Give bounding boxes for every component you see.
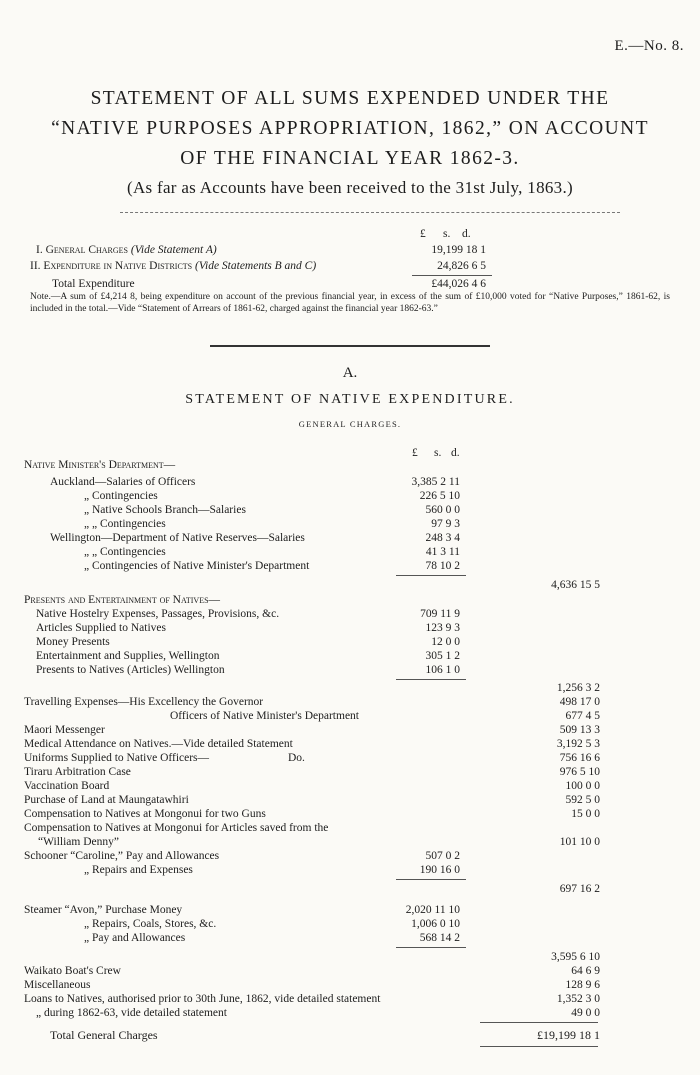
summary-currency-pence: d. — [462, 228, 471, 240]
misc-item-amount: 592 5 0 — [565, 794, 600, 806]
caroline-item: Schooner “Caroline,” Pay and Allowances — [24, 850, 220, 862]
ministers-item-amount: 248 3 4 — [425, 532, 460, 544]
tail-item-amount: 128 9 6 — [565, 979, 600, 991]
tail-item-amount: 49 0 0 — [571, 1007, 600, 1019]
misc-item-amount: 3,192 5 3 — [556, 738, 600, 750]
summary-row-1 — [36, 243, 217, 257]
ministers-item-amount: 226 5 10 — [419, 490, 460, 502]
ministers-item-amount: 97 9 3 — [431, 518, 460, 530]
summary-rule — [412, 275, 492, 276]
tail-item: „ during 1862-63, vide detailed statement — [36, 1007, 227, 1019]
presents-item-amount: 123 9 3 — [425, 622, 460, 634]
section-letter: A. — [342, 365, 358, 381]
ministers-dept-heading: Native Minister's Department— — [24, 459, 176, 471]
caroline-subtotal: 697 16 2 — [559, 883, 600, 895]
caroline-item-amount: 507 0 2 — [425, 850, 460, 862]
misc-item-amount: 756 16 6 — [559, 752, 600, 764]
misc-item-ditto: Do. — [288, 752, 305, 764]
misc-item: Officers of Native Minister's Department — [170, 710, 359, 722]
statement-currency-shillings: s. — [434, 447, 442, 459]
avon-item: „ Pay and Allowances — [84, 932, 186, 944]
misc-item: Medical Attendance on Natives.—Vide detailed Statement — [24, 738, 293, 750]
summary-note: Note.—A sum of £4,214 8, being expenditure on account of the previous financial year, in excess of the sum of £10,000 voted for “Native Purposes,” 1861-62, is included in the total.—Vide “Statement of Arrears of 1861-62, charged against the financial year 1862-63.” — [30, 292, 670, 314]
tail-item: Miscellaneous — [24, 979, 91, 991]
general-charges-heading: GENERAL CHARGES. — [298, 419, 402, 429]
title-line-2: “NATIVE PURPOSES APPROPRIATION, 1862,” ON ACCOUNT — [51, 118, 649, 139]
avon-rule — [396, 947, 466, 948]
total-double-rule — [480, 1046, 598, 1047]
summary-row-number: I. — [36, 244, 43, 256]
ministers-item-amount: 41 3 11 — [425, 546, 460, 558]
summary-row-1-amount: 19,199 18 1 — [431, 244, 486, 256]
misc-item-amount: 677 4 5 — [565, 710, 600, 722]
summary-total-label: Total Expenditure — [52, 278, 135, 290]
ministers-item: Wellington—Department of Native Reserves—Salaries — [50, 532, 305, 544]
total-general-charges-label: Total General Charges — [50, 1028, 158, 1042]
misc-item-continued: “William Denny” — [38, 836, 119, 848]
summary-row-label: Expenditure in Native Districts — [43, 260, 193, 272]
title-divider — [120, 212, 620, 213]
caroline-item: „ Repairs and Expenses — [84, 864, 193, 876]
misc-item: Maori Messenger — [24, 724, 105, 736]
presents-item: Articles Supplied to Natives — [36, 622, 166, 634]
misc-item: Compensation to Natives at Mongonui for Articles saved from the — [24, 822, 329, 834]
page-reference: E.—No. 8. — [614, 38, 684, 54]
caroline-item-amount: 190 16 0 — [419, 864, 460, 876]
misc-item: Compensation to Natives at Mongonui for two Guns — [24, 808, 266, 820]
misc-item: Travelling Expenses—His Excellency the Governor — [24, 696, 264, 708]
misc-item: Uniforms Supplied to Native Officers— — [24, 752, 210, 764]
presents-item: Money Presents — [36, 636, 110, 648]
presents-item: Presents to Natives (Articles) Wellington — [36, 664, 225, 676]
misc-item-amount: 101 10 0 — [559, 836, 600, 848]
avon-item: Steamer “Avon,” Purchase Money — [24, 904, 183, 916]
total-rule — [480, 1022, 598, 1023]
presents-item-amount: 305 1 2 — [425, 650, 460, 662]
summary-row-2 — [30, 259, 316, 273]
avon-item-amount: 1,006 0 10 — [411, 918, 460, 930]
ministers-item: „ Native Schools Branch—Salaries — [84, 504, 246, 516]
section-divider — [210, 345, 490, 347]
avon-item-amount: 568 14 2 — [419, 932, 460, 944]
ministers-item: „ Contingencies of Native Minister's Department — [84, 560, 310, 572]
summary-currency-pound: £ — [420, 228, 426, 240]
ministers-rule — [396, 575, 466, 576]
misc-item: Tiraru Arbitration Case — [24, 766, 131, 778]
avon-item: „ Repairs, Coals, Stores, &c. — [84, 918, 217, 930]
summary-row-number: II. — [30, 260, 41, 272]
ministers-item-amount: 3,385 2 11 — [411, 476, 460, 488]
avon-subtotal: 3,595 6 10 — [551, 951, 600, 963]
presents-item-amount: 709 11 9 — [420, 608, 460, 620]
statement-title: STATEMENT OF NATIVE EXPENDITURE. — [185, 392, 515, 407]
title-line-3: OF THE FINANCIAL YEAR 1862-3. — [180, 148, 520, 169]
statement-currency-pound: £ — [412, 447, 418, 459]
title-line-1: STATEMENT OF ALL SUMS EXPENDED UNDER THE — [90, 88, 610, 109]
tail-item: Waikato Boat's Crew — [24, 965, 121, 977]
presents-item: Native Hostelry Expenses, Passages, Provisions, &c. — [36, 608, 280, 620]
summary-total-amount: £44,026 4 6 — [431, 278, 486, 290]
presents-subtotal: 1,256 3 2 — [556, 682, 600, 694]
ministers-subtotal: 4,636 15 5 — [551, 579, 600, 591]
ministers-item: „ „ Contingencies — [84, 546, 166, 558]
ministers-item: „ „ Contingencies — [84, 518, 166, 530]
summary-row-vide: (Vide Statement A) — [130, 244, 217, 256]
presents-rule — [396, 679, 466, 680]
avon-item-amount: 2,020 11 10 — [405, 904, 460, 916]
tail-item-amount: 64 6 9 — [571, 965, 600, 977]
misc-item-amount: 15 0 0 — [571, 808, 600, 820]
summary-currency-shillings: s. — [443, 228, 451, 240]
misc-item-amount: 498 17 0 — [559, 696, 600, 708]
title-line-4: (As far as Accounts have been received to the 31st July, 1863.) — [127, 178, 573, 197]
ministers-item: Auckland—Salaries of Officers — [50, 476, 196, 488]
total-general-charges-amount: £19,199 18 1 — [537, 1028, 600, 1042]
summary-row-vide: (Vide Statements B and C) — [195, 260, 317, 272]
presents-item: Entertainment and Supplies, Wellington — [36, 650, 220, 662]
misc-item: Purchase of Land at Maungatawhiri — [24, 794, 189, 806]
summary-row-2-amount: 24,826 6 5 — [437, 260, 486, 272]
statement-currency-pence: d. — [451, 447, 460, 459]
presents-heading: Presents and Entertainment of Natives— — [24, 594, 221, 606]
presents-item-amount: 106 1 0 — [425, 664, 460, 676]
ministers-item-amount: 78 10 2 — [425, 560, 460, 572]
tail-item-amount: 1,352 3 0 — [556, 993, 600, 1005]
tail-item: Loans to Natives, authorised prior to 30th June, 1862, vide detailed statement — [24, 993, 381, 1005]
caroline-rule — [396, 879, 466, 880]
misc-item-amount: 976 5 10 — [559, 766, 600, 778]
summary-row-label: General Charges — [45, 244, 128, 256]
ministers-item: „ Contingencies — [84, 490, 158, 502]
misc-item: Vaccination Board — [24, 780, 110, 792]
presents-item-amount: 12 0 0 — [431, 636, 460, 648]
misc-item-amount: 509 13 3 — [559, 724, 600, 736]
ministers-item-amount: 560 0 0 — [425, 504, 460, 516]
misc-item-amount: 100 0 0 — [565, 780, 600, 792]
